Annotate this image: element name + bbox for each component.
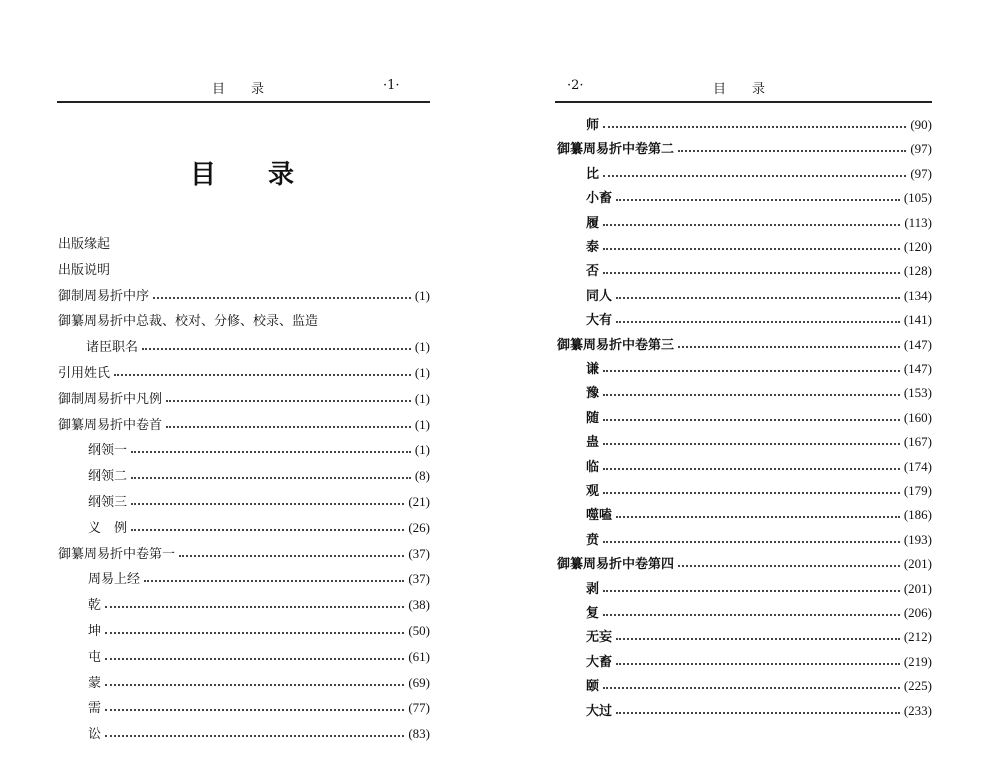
toc-entry <box>586 382 932 404</box>
dot-leader <box>603 394 900 396</box>
toc-entry-title: 大畜 <box>586 654 613 670</box>
toc-entry <box>88 723 430 745</box>
toc-entry <box>58 285 430 307</box>
toc-entry <box>88 517 430 539</box>
toc-entry-page: (141) <box>903 312 932 328</box>
toc-entry-title: 纲领二 <box>88 469 128 485</box>
dot-leader <box>603 126 906 128</box>
right-header-page-number: ·2· <box>567 78 584 93</box>
toc-entry <box>557 553 932 575</box>
toc-entry-title: 观 <box>586 484 600 499</box>
toc-entry-title: 周易上经 <box>88 572 141 588</box>
dot-leader <box>616 638 900 640</box>
toc-entry <box>586 309 932 331</box>
toc-entry-title: 御纂周易折中卷第一 <box>58 546 176 562</box>
toc-entry <box>586 700 932 722</box>
dot-leader <box>166 400 411 402</box>
toc-entry <box>586 456 932 478</box>
toc-entry-title: 出版缘起 <box>58 237 111 252</box>
toc-entry-page: (61) <box>408 648 430 664</box>
toc-entry-page: (1) <box>414 339 430 355</box>
toc-entry-title: 随 <box>586 410 600 426</box>
toc-entry-page: (201) <box>903 580 932 596</box>
toc-entry <box>88 697 430 719</box>
toc-entry-title: 剥 <box>586 581 600 597</box>
toc-entry <box>88 646 430 668</box>
toc-entry <box>88 465 430 487</box>
dot-leader <box>603 492 900 494</box>
toc-entry <box>586 285 932 307</box>
toc-entry-page: (167) <box>903 434 932 450</box>
toc-entry-title: 引用姓氏 <box>58 366 111 381</box>
toc-entry-title: 贲 <box>586 532 600 548</box>
toc-entry <box>586 626 932 648</box>
toc-entry <box>88 439 430 461</box>
toc-entry-page: (50) <box>408 623 430 638</box>
right-page <box>500 0 995 758</box>
left-toc-list <box>0 0 480 758</box>
dot-leader <box>153 297 411 299</box>
toc-entry <box>586 529 932 551</box>
toc-entry-title: 御纂周易折中卷第四 <box>557 557 675 573</box>
toc-entry-page: (193) <box>903 531 932 547</box>
toc-entry-page: (1) <box>414 365 430 380</box>
left-header-page-number: ·1· <box>383 78 400 93</box>
toc-entry <box>58 388 430 410</box>
toc-entry-title: 无妄 <box>586 630 613 646</box>
toc-entry-page: (153) <box>903 385 932 401</box>
toc-entry-title: 讼 <box>88 727 102 743</box>
dot-leader <box>131 477 411 479</box>
toc-entry-title: 师 <box>586 118 600 133</box>
toc-entry <box>86 336 430 358</box>
dot-leader <box>678 150 906 152</box>
toc-entry-title: 大过 <box>586 703 613 719</box>
dot-leader <box>179 555 404 557</box>
toc-entry <box>586 260 932 282</box>
toc-entry <box>586 675 932 697</box>
toc-entry-title: 御纂周易折中卷第三 <box>557 337 675 353</box>
toc-entry-title: 蒙 <box>88 675 102 691</box>
toc-entry-page: (113) <box>904 214 932 230</box>
dot-leader <box>105 632 404 634</box>
toc-entry <box>557 334 932 356</box>
toc-entry-page: (120) <box>903 239 932 254</box>
main-title: 目 录 <box>190 160 295 190</box>
dot-leader <box>603 468 900 470</box>
dot-leader <box>678 565 900 567</box>
toc-entry <box>586 504 932 526</box>
dot-leader <box>131 503 404 505</box>
toc-entry-title: 纲领一 <box>88 443 128 459</box>
dot-leader <box>603 541 900 543</box>
right-header-title: 目 录 <box>713 82 766 97</box>
toc-entry-title: 同人 <box>586 288 613 304</box>
toc-entry-page: (97) <box>910 141 932 157</box>
toc-entry-title: 复 <box>586 606 600 621</box>
dot-leader <box>603 419 900 421</box>
toc-entry-page: (105) <box>903 190 932 206</box>
dot-leader <box>616 663 900 665</box>
toc-entry <box>58 233 430 255</box>
dot-leader <box>105 606 404 608</box>
toc-entry-page: (37) <box>408 545 430 561</box>
dot-leader <box>114 374 411 376</box>
toc-entry-page: (26) <box>408 519 430 535</box>
toc-entry <box>88 672 430 694</box>
toc-entry <box>88 568 430 590</box>
toc-entry-page: (1) <box>414 442 430 458</box>
toc-entry <box>586 407 932 429</box>
toc-entry-title: 御纂周易折中总裁、校对、分修、校录、监造 <box>58 314 319 330</box>
toc-entry <box>88 491 430 513</box>
toc-entry <box>586 114 932 136</box>
toc-entry-page: (38) <box>408 597 430 613</box>
toc-entry <box>58 259 430 281</box>
right-toc-list <box>500 0 995 758</box>
toc-entry-title: 御纂周易折中卷首 <box>58 417 163 433</box>
dot-leader <box>603 248 900 250</box>
toc-entry-title: 否 <box>586 264 600 280</box>
toc-entry <box>586 480 932 502</box>
toc-entry-page: (37) <box>408 571 430 587</box>
toc-entry-page: (83) <box>408 726 430 742</box>
toc-entry-page: (8) <box>414 468 430 484</box>
dot-leader <box>105 709 404 711</box>
toc-entry-title: 颐 <box>586 679 600 695</box>
toc-entry-title: 御纂周易折中卷第二 <box>557 142 675 158</box>
toc-entry <box>88 620 430 642</box>
toc-entry <box>58 414 430 436</box>
toc-entry-page: (201) <box>903 556 932 572</box>
dot-leader <box>616 199 900 201</box>
dot-leader <box>166 426 411 428</box>
toc-entry-page: (233) <box>903 702 932 718</box>
toc-entry <box>557 138 932 160</box>
toc-entry-page: (1) <box>414 390 430 406</box>
dot-leader <box>616 712 900 714</box>
left-header-title: 目 录 <box>212 82 265 97</box>
dot-leader <box>144 580 404 582</box>
toc-entry-page: (134) <box>903 287 932 303</box>
left-page <box>0 0 480 758</box>
toc-entry <box>586 163 932 185</box>
toc-entry-title: 履 <box>586 215 600 231</box>
toc-entry-page: (179) <box>903 483 932 498</box>
toc-entry <box>586 602 932 624</box>
toc-entry-page: (90) <box>910 117 932 132</box>
toc-entry-title: 蛊 <box>586 435 600 451</box>
toc-entry-title: 纲领三 <box>88 495 128 510</box>
toc-entry-title: 御制周易折中凡例 <box>58 391 163 407</box>
toc-entry-page: (147) <box>903 336 932 352</box>
toc-entry-title: 泰 <box>586 240 600 255</box>
toc-entry-page: (174) <box>903 458 932 474</box>
toc-entry-page: (1) <box>414 287 430 303</box>
toc-entry-title: 噬嗑 <box>586 508 613 524</box>
dot-leader <box>131 529 404 531</box>
dot-leader <box>616 516 900 518</box>
toc-entry-page: (147) <box>903 361 932 376</box>
dot-leader <box>603 687 900 689</box>
toc-entry-title: 小畜 <box>586 191 613 207</box>
toc-entry-page: (219) <box>903 653 932 669</box>
dot-leader <box>603 272 900 274</box>
dot-leader <box>105 735 404 737</box>
toc-entry-page: (225) <box>903 678 932 694</box>
dot-leader <box>105 684 404 686</box>
dot-leader <box>603 590 900 592</box>
dot-leader <box>678 346 900 348</box>
toc-entry-title: 坤 <box>88 624 102 639</box>
toc-entry-page: (77) <box>408 700 430 716</box>
toc-entry-title: 出版说明 <box>58 262 111 278</box>
toc-entry-title: 大有 <box>586 313 613 329</box>
toc-entry-page: (212) <box>903 629 932 645</box>
dot-leader <box>142 348 411 350</box>
toc-entry-title: 屯 <box>88 649 102 665</box>
dot-leader <box>603 443 900 445</box>
dot-leader <box>603 175 906 177</box>
dot-leader <box>131 451 411 453</box>
toc-entry-page: (186) <box>903 507 932 523</box>
toc-entry-page: (206) <box>903 605 932 620</box>
toc-entry-title: 比 <box>586 166 600 182</box>
toc-entry-page: (1) <box>414 416 430 432</box>
toc-entry-title: 需 <box>88 701 102 717</box>
toc-entry-page: (21) <box>408 494 430 509</box>
toc-entry-title: 御制周易折中序 <box>58 288 150 304</box>
toc-entry <box>88 594 430 616</box>
toc-entry <box>586 578 932 600</box>
toc-entry <box>586 236 932 258</box>
toc-entry <box>58 362 430 384</box>
dot-leader <box>616 297 900 299</box>
toc-entry-title: 乾 <box>88 598 102 614</box>
toc-entry <box>586 358 932 380</box>
toc-entry-title: 谦 <box>586 362 600 377</box>
dot-leader <box>603 614 900 616</box>
toc-entry-title: 诸臣职名 <box>86 340 139 356</box>
toc-entry-page: (97) <box>910 165 932 181</box>
toc-entry-title: 临 <box>586 459 600 475</box>
toc-entry <box>586 431 932 453</box>
toc-entry-page: (128) <box>903 263 932 279</box>
dot-leader <box>603 370 900 372</box>
dot-leader <box>616 321 900 323</box>
toc-entry-title: 豫 <box>586 386 600 402</box>
dot-leader <box>603 224 900 226</box>
toc-entry <box>58 543 430 565</box>
dot-leader <box>105 658 404 660</box>
toc-entry-page: (69) <box>408 674 430 690</box>
toc-entry <box>586 651 932 673</box>
toc-entry <box>586 212 932 234</box>
toc-entry-title: 义 例 <box>88 520 128 536</box>
toc-entry <box>586 187 932 209</box>
toc-entry-page: (160) <box>903 409 932 425</box>
toc-entry <box>58 310 430 332</box>
